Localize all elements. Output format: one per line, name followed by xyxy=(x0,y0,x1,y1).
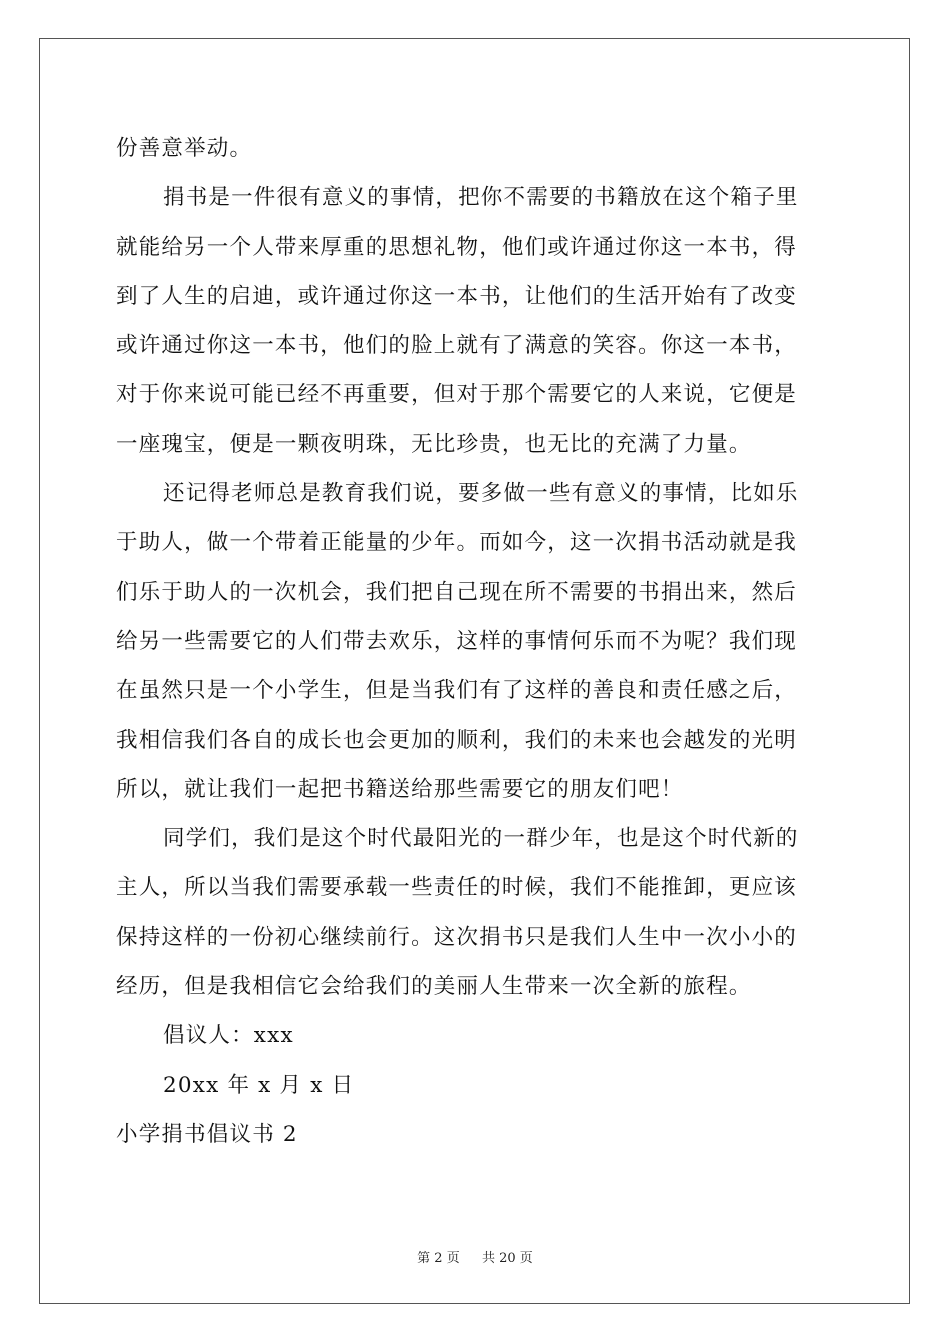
text-line: 在虽然只是一个小学生，但是当我们有了这样的善良和责任感之后， xyxy=(116,678,798,704)
text-line: 一座瑰宝，便是一颗夜明珠，无比珍贵，也无比的充满了力量。 xyxy=(116,431,752,457)
text-line: 给另一些需要它的人们带去欢乐，这样的事情何乐而不为呢？我们现 xyxy=(116,628,798,654)
date-line: 20xx 年 x 月 x 日 xyxy=(163,1072,355,1098)
signature-line: 倡议人：xxx xyxy=(163,1023,294,1049)
text-line: 们乐于助人的一次机会，我们把自己现在所不需要的书捐出来，然后 xyxy=(116,579,798,605)
text-line: 份善意举动。 xyxy=(116,136,253,161)
next-section-title: 小学捐书倡议书 2 xyxy=(116,1121,298,1147)
text-line: 经历，但是我相信它会给我们的美丽人生带来一次全新的旅程。 xyxy=(116,974,752,1000)
page-number: 第 2 页 xyxy=(417,1251,460,1266)
text-line: 还记得老师总是教育我们说，要多做一些有意义的事情，比如乐 xyxy=(163,481,799,507)
text-line: 我相信我们各自的成长也会更加的顺利，我们的未来也会越发的光明 xyxy=(116,727,798,753)
text-line: 对于你来说可能已经不再重要，但对于那个需要它的人来说，它便是 xyxy=(116,382,798,408)
text-line: 同学们，我们是这个时代最阳光的一群少年，也是这个时代新的 xyxy=(163,826,799,852)
page-footer xyxy=(0,1247,950,1266)
text-line: 主人，所以当我们需要承载一些责任的时候，我们不能推卸，更应该 xyxy=(116,875,798,901)
text-line: 于助人，做一个带着正能量的少年。而如今，这一次捐书活动就是我 xyxy=(116,530,798,556)
page-total: 共 20 页 xyxy=(482,1251,533,1266)
text-line: 捐书是一件很有意义的事情，把你不需要的书籍放在这个箱子里 xyxy=(163,185,799,211)
text-line: 所以，就让我们一起把书籍送给那些需要它的朋友们吧！ xyxy=(116,776,684,802)
text-line: 到了人生的启迪，或许通过你这一本书，让他们的生活开始有了改变 xyxy=(116,283,798,309)
text-line: 或许通过你这一本书，他们的脸上就有了满意的笑容。你这一本书， xyxy=(116,333,798,359)
text-line: 保持这样的一份初心继续前行。这次捐书只是我们人生中一次小小的 xyxy=(116,924,798,950)
text-line: 就能给另一个人带来厚重的思想礼物，他们或许通过你这一本书，得 xyxy=(116,234,798,260)
document-body xyxy=(116,124,832,1159)
